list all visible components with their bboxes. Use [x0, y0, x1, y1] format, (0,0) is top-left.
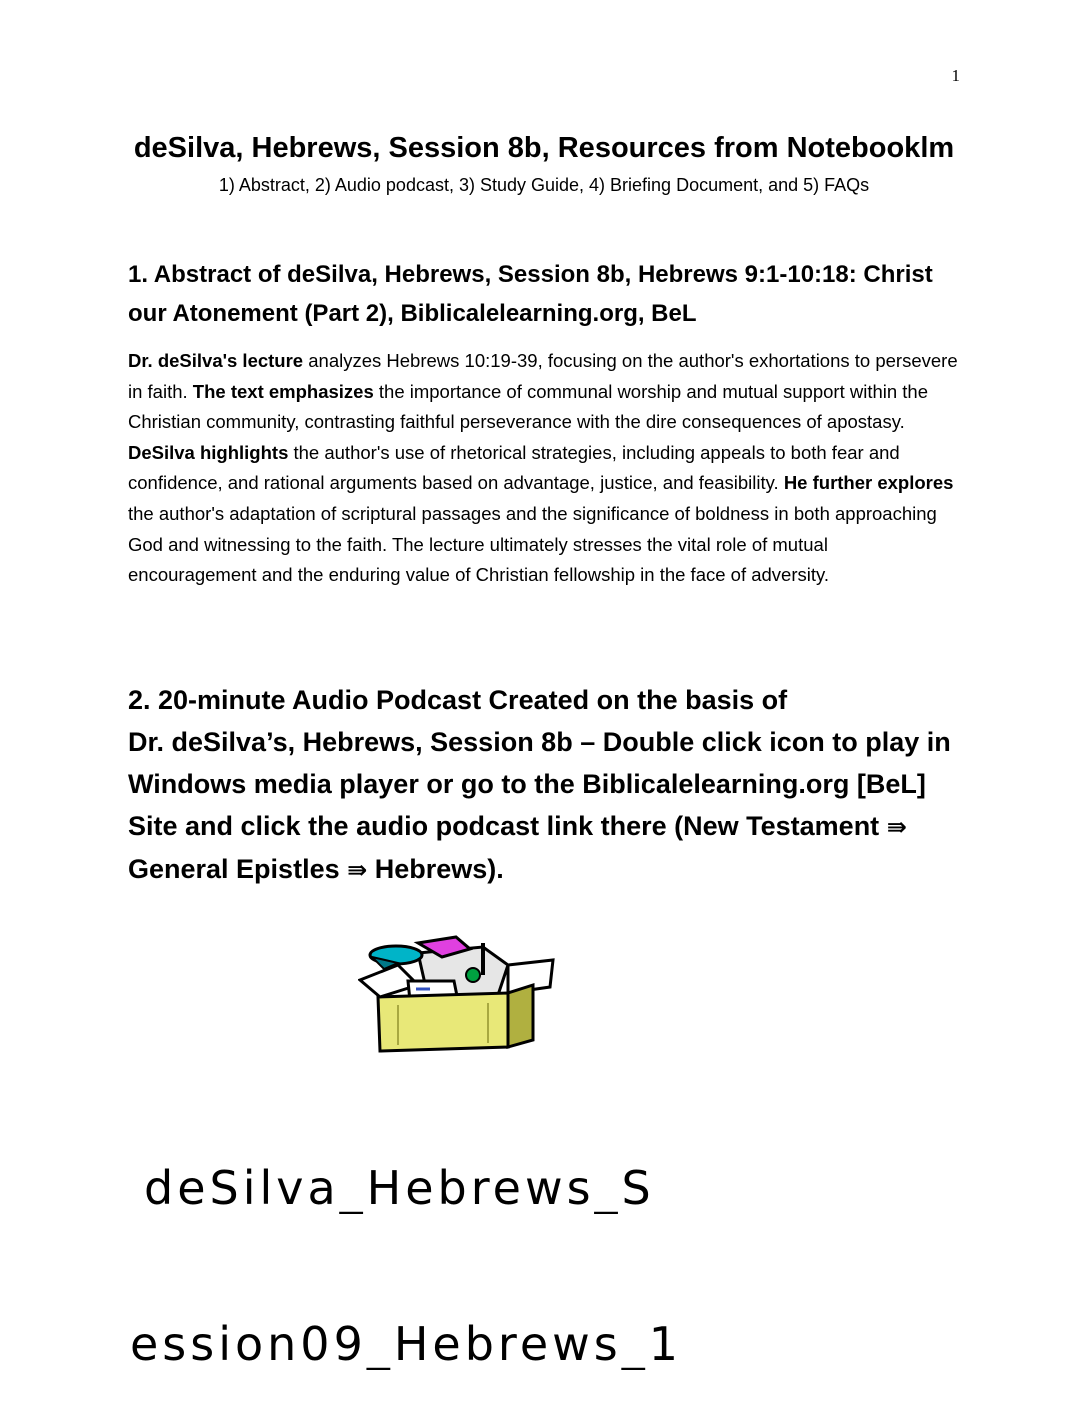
abstract-bold-explores: He further explores [783, 472, 954, 494]
abstract-bold-lecture: Dr. deSilva's lecture [128, 350, 304, 371]
abstract-bold-highlights: DeSilva highlights [128, 441, 289, 463]
audio-file-label-line2: ession09_Hebrews_1 [130, 1318, 682, 1370]
abstract-text-1: analyzes Hebrews 10:19-39, focusing on the author's exhortations to persevere in faith. [128, 350, 958, 402]
abstract-text-4: the author's adaptation of scriptural passages and the significance of boldness in both approaching God and witnessing to the faith. The lecture ultimately stresses the vital role of mutual encouragement and the enduring value of Christian fellowship in the face of adversity. [128, 502, 937, 586]
abstract-paragraph [128, 346, 958, 591]
abstract-text-3: the author's use of rhetorical strategies, including appeals to both fear and confidence, and rational arguments based on advantage, justice, and feasibility. [128, 441, 900, 494]
audio-file-label-line1: deSilva_Hebrews_S [144, 1162, 655, 1214]
package-icon[interactable] [358, 935, 558, 1055]
abstract-text-2: the importance of communal worship and mutual support within the Christian community, contrasting faithful perseverance with the dire consequences of apostasy. [128, 380, 929, 433]
arrow-icon: ⇛ [347, 856, 368, 884]
audio-file-label[interactable] [130, 1058, 790, 1422]
abstract-heading: 1. Abstract of deSilva, Hebrews, Session 8b, Hebrews 9:1-10:18: Christ our Atonement (Part 2), Biblicalelearning.org, BeL [128, 261, 933, 327]
podcast-heading-part2: Dr. deSilva’s, Hebrews, Session 8b – Double click icon to play in Windows media player or go to the Biblicalelearning.org [BeL] Site and click the audio podcast link there (New Testament [128, 727, 951, 841]
document-title: deSilva, Hebrews, Session 8b, Resources from Notebooklm [133, 132, 955, 164]
podcast-heading-part4: Hebrews). [367, 854, 504, 884]
arrow-icon: ⇛ [886, 813, 907, 841]
podcast-heading [128, 679, 968, 891]
abstract-bold-emphasizes: The text emphasizes [192, 380, 374, 402]
document-subtitle: 1) Abstract, 2) Audio podcast, 3) Study Guide, 4) Briefing Document, and 5) FAQs [218, 175, 870, 195]
page-number: 1 [951, 66, 960, 85]
podcast-heading-part3: General Epistles [128, 854, 348, 884]
podcast-heading-line1: 2. 20-minute Audio Podcast Created on the basis of [128, 685, 788, 715]
